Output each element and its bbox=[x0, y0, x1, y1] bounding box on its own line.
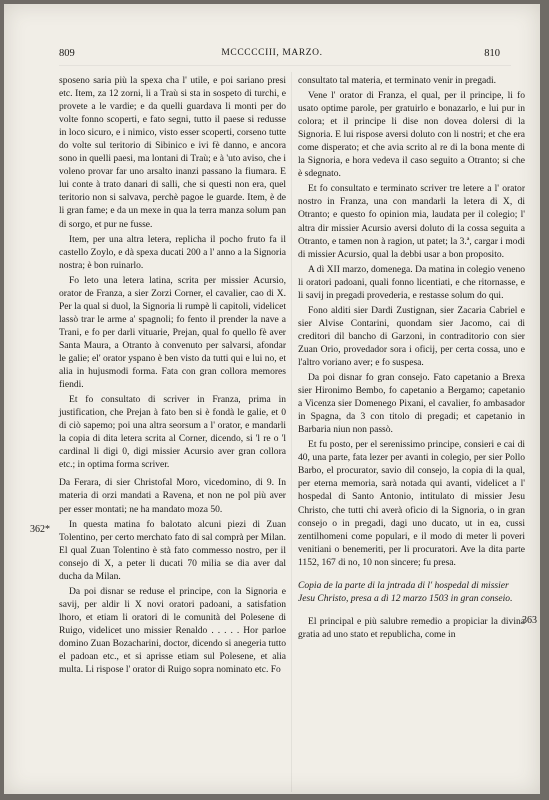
paragraph: Fo leto una letera latina, scrita per missier Acursio, orator de Franza, a sier Zorzi Corner, el cavalier, cao di X. Per la qual si duol, la Signoria li rumpè li capitoli, videlicet lassò trar le arme a' spagnoli; fo fento il prender la nave a Trani, e fo per darli vituarie, Prejan, qual fo quello fè aver Santa Maura, a Otranto à convenuto per salvarsi, afondar le galie; el' orator yspano è ben visto da tutti qui e lui no, et alia in hujusmodi forma. Fata con gran collora memores fiendi. bbox=[59, 274, 286, 391]
paragraph: Fono alditi sier Dardi Zustignan, sier Zacaria Cabriel e sier Alvise Contarini, quondam sier Jacomo, cai di creditori dil bancho di Garzoni, in contraditorio con sier Zuan Orio, provedador sora i oficij, per certa cossa, uno e l'altro voriano aver; e fo suspesa. bbox=[298, 304, 525, 368]
dated-entry: Da Ferara, di sier Christofal Moro, vicedomino, di 9. In materia di orzi mandati a Ravena, et non ne pol più aver per esser montati; ne ha mandato moza 50. bbox=[59, 477, 286, 515]
header-rule bbox=[59, 65, 511, 66]
margin-number-363: 363 bbox=[522, 615, 537, 626]
paragraph: El principal e più salubre remedio a propiciar la divina gratia ad uno stato et republicha, come in bbox=[298, 615, 525, 640]
paragraph: Et fo consultato e terminato scriver tre letere a l' orator nostro in Franza, una con mandarli la letera di X, di Otranto; e questo fo opinion mia, laudata per il colegio; l' altra dir missier Acursio aversi doluto di la cossa seguita a Otranto, e tamen non à ragion, ut patet; la 3.ª, cargar i modi di missier Acursio, qual la debbi usar a bon proposito. bbox=[298, 183, 525, 260]
margin-number-362: 362* bbox=[30, 524, 50, 535]
paragraph: sposeno saria più la spexa cha l' utile, e poi sariano presi etc. Item, za 12 zorni, li a Traù si sta in sospeto di turchi, e provete a le vardie; e da quelli guardava li monti per do volte fonno scoperti, e fato segni, tutto il paese si redusse in loco sicuro, e i nimico, visto esser scoperti, corseno tutte do volte sul teritorio di Sibinico e ivi fè danno, e ancora sono in quelli paesi, ma lontani di Traù; e à 'uto aviso, che i voleno provar far uno arsalto inanzi passano la fiumara. E lui conte à trato danari di salli, che si questi non era, quel teritorio non si salvava, perchè pagoe le guarde. Item, è de li gran fame; e da un mexe in qua la terra manza solum pan di sorgo, et pur ne fusse. bbox=[59, 75, 286, 230]
page-number-left: 809 bbox=[59, 48, 75, 59]
left-column bbox=[59, 74, 286, 676]
right-column bbox=[298, 74, 525, 641]
running-title: MCCCCCIII, MARZO. bbox=[221, 48, 323, 58]
paragraph: Da poi disnar se reduse el principe, con la Signoria e savij, per aldir li X novi oratori padoani, a satisfation lhoro, et etiam li oratori di le comunità del Polesene di Ruigo, videlicet uno missier Renaldo . . . . . Hor parloe domino Zuan Bozacharini, doctor, dicendo si anegeria tutto el padoan etc., et si aprisse etiam sul Polesene, et alia multa. Li rispose l' orator di Ruigo sopra nominato etc. Fo bbox=[59, 585, 286, 676]
paragraph: Da poi disnar fo gran consejo. Fato capetanio a Brexa sier Hironimo Bembo, fo capetanio a Bergamo; capetanio a Vicenza sier Domenego Pixani, el cavalier, fo ambasador in Spagna, da 3 con titolo di pregadi; et capetanio in Barbaria niun non passò. bbox=[298, 372, 525, 436]
document-page bbox=[4, 4, 540, 794]
paragraph: Item, per una altra letera, replicha il pocho fruto fa il castello Zoylo, e dà spexa ducati 200 a l' anno a la Signoria nostra; è bon ruinarlo. bbox=[59, 233, 286, 271]
page-number-right: 810 bbox=[484, 48, 500, 59]
paragraph: Et fo consultato di scriver in Franza, prima in justification, che Prejan à fato ben si è fondà le galie, et 0 di ciò sapemo; poi una altra seorsum a l' orator, e mandarli la copia di dita letera scrita al Corner, dicendo, si 'l re o 'l cardinal li digi 0, digi missier Acursio aver gran collora etc.; in optima forma scriver. bbox=[59, 394, 286, 471]
paragraph: consultato tal materia, et terminato venir in pregadi. bbox=[298, 75, 497, 86]
paragraph: In questa matina fo balotato alcuni piezi di Zuan Tolentino, per certo merchato fato di sal comprà per Milan. El qual Zuan Tolentino è stà fato commesso nostro, per il consejo di X, a peter li ducati 70 milia se dia aver dal ducha da Milan. bbox=[59, 518, 286, 582]
section-heading: Copia de la parte di la jntrada di l' hospedal di missier Jesu Christo, presa a dì 12 marzo 1503 in gran conseio. bbox=[298, 579, 513, 604]
dated-entry: A dì XII marzo, domenega. Da matina in colegio veneno li oratori padoani, quali fonno licentiati, e che ritornasse, e li savij in pregadi provederia, e restasse solum do qui. bbox=[298, 263, 525, 301]
column-divider bbox=[291, 72, 292, 792]
page-header bbox=[4, 48, 540, 62]
paragraph: Et fu posto, per el serenissimo principe, consieri e cai di 40, una parte, fata lezer per avanti in colegio, per sier Pollo Barbo, el procurator, savio dil consejo, la copia di la qual, per eterna memoria, sarà notada qui avanti, videlicet a l' hospedal di Santo Antonio, intitulato di missier Jesu Christo, che tutti chi averà oficio di la Signoria, o in gran consejo o in pregadi, dagi uno ducato, ut in ea, cussi zentilhomeni come populari, e il modo di meter li poveri venitiani o benemeriti, per li procuratori. Ave la dita parte 1152, 167 di no, 10 non sincere; fu presa. bbox=[298, 439, 525, 568]
paragraph: Vene l' orator di Franza, el qual, per il principe, li fo usato optime parole, per gratuirlo e bonazarlo, e lui pur in colora; et il principe li dise non dovea dolersi di la Signoria. E lui rispose aversi doluto con li nostri; et che era come disperato; et che avia scrito al re di la bona mente di la Signoria, e hora vedeva il caso seguito a Otranto; si che è sdegnato. bbox=[298, 90, 525, 180]
